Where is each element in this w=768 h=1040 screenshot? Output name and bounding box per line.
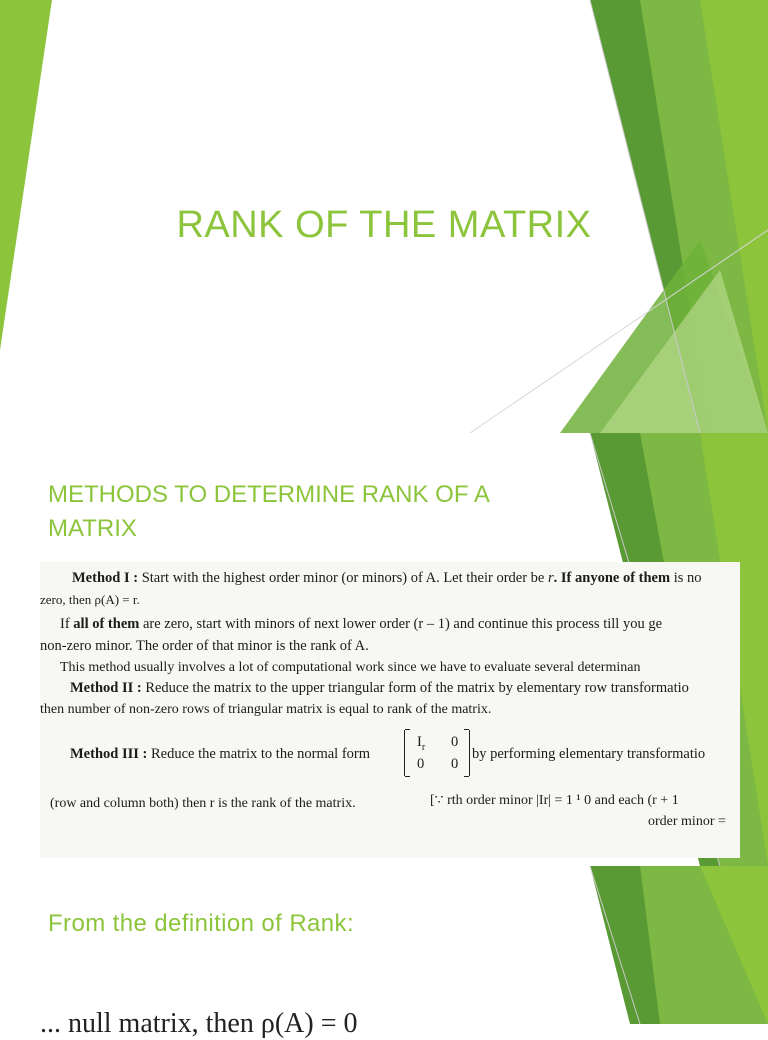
slide-title — [0, 0, 768, 433]
method2-line2: then number of non-zero rows of triangular matrix is equal to rank of the matrix. — [40, 702, 492, 717]
method1-line1: Method I : Start with the highest order minor (or minors) of A. Let their order be r. If anyone of them is no — [72, 570, 702, 586]
method1-line2: zero, then ρ(A) = r. — [40, 592, 140, 607]
decorative-facets — [0, 866, 768, 1024]
method1-line3: If all of them are zero, start with minors of next lower order (r – 1) and continue this process till you ge — [60, 616, 663, 632]
definition-heading: From the definition of Rank: — [48, 910, 355, 937]
matrix-cell: $I_r$ — [417, 734, 426, 753]
cropped-formula-text: ... null matrix, then ρ(A) = 0 — [40, 1008, 358, 1039]
slide-definition — [0, 866, 768, 1024]
methods-heading: METHODS TO DETERMINE RANK OF A MATRIX — [48, 481, 489, 542]
matrix-cell: 0 — [451, 756, 459, 772]
method3-line1: Method III : Reduce the matrix to the normal form — [70, 746, 371, 762]
method1-line5: This method usually involves a lot of computational work since we have to evaluate several determinan — [60, 660, 641, 675]
method3-line2: (row and column both) then r is the rank of the matrix. — [50, 796, 356, 811]
method2-line1: Method II : Reduce the matrix to the upper triangular form of the matrix by elementary row transformatio — [70, 680, 689, 696]
normal-form-matrix — [404, 730, 470, 776]
method3-note2: order minor = — [648, 814, 726, 829]
scanned-text-image — [40, 562, 740, 858]
slide-title-text: RANK OF THE MATRIX — [176, 204, 592, 246]
matrix-cell: 0 — [417, 756, 425, 772]
matrix-cell: 0 — [451, 734, 459, 750]
method3-line1-cont: by performing elementary transformatio — [472, 746, 706, 762]
method1-line4: non-zero minor. The order of that minor is the rank of A. — [40, 638, 369, 654]
method3-note: [∵ rth order minor |Ir| = 1 ¹ 0 and each (r + 1 — [430, 793, 679, 808]
left-facet — [0, 0, 52, 350]
